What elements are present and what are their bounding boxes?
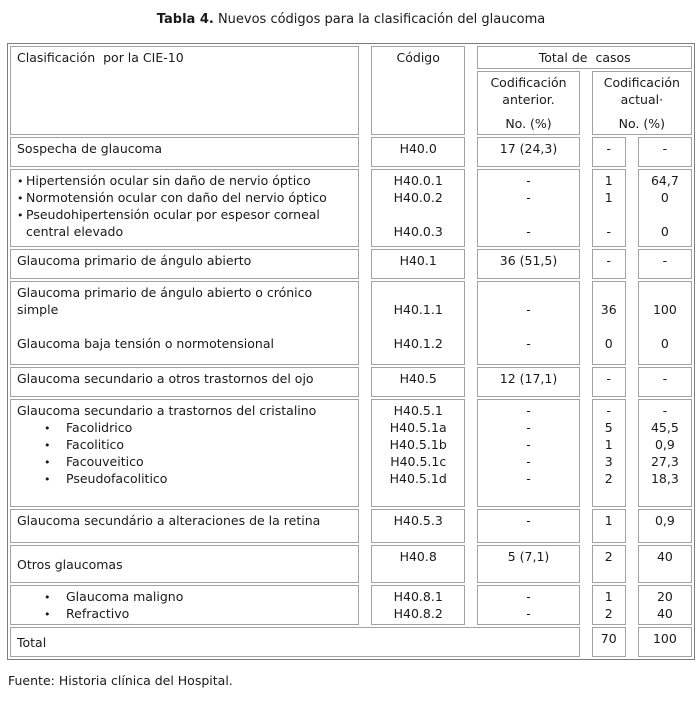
column-gap: [361, 46, 369, 135]
cell-current-no: -: [592, 367, 626, 397]
cell-previous: - -: [477, 281, 579, 365]
table-row-h400-subtypes: [10, 169, 692, 247]
cell-classification: Glaucoma secundário a alteraciones de la retina: [10, 509, 359, 543]
cell-current-no: 1: [592, 509, 626, 543]
cell-code: H40.8.1 H40.8.2: [371, 585, 465, 625]
cell-previous: 5 (7,1): [477, 545, 579, 583]
cell-previous: 12 (17,1): [477, 367, 579, 397]
table-row-h405: [10, 367, 692, 397]
cell-classification: Glaucoma primario de ángulo abierto: [10, 249, 359, 279]
cell-code: H40.5.1 H40.5.1a H40.5.1b H40.5.1c H40.5.1d: [371, 399, 465, 507]
column-gap: [582, 71, 590, 135]
cell-classification: Otros glaucomas: [10, 545, 359, 583]
cell-current-no: -: [592, 137, 626, 167]
table-row-h405-subtypes: [10, 399, 692, 507]
cell-total-no: 70: [592, 627, 626, 657]
cell-code: H40.0.1 H40.0.2 H40.0.3: [371, 169, 465, 247]
table-row-h401: [10, 249, 692, 279]
cell-current-no: 36 0: [592, 281, 626, 365]
cell-previous: - - -: [477, 169, 579, 247]
table-row-h401-subtypes: [10, 281, 692, 365]
table-row-total: [10, 627, 692, 657]
cell-classification: Glaucoma secundario a otros trastornos del ojo: [10, 367, 359, 397]
cell-current-pct: 0,9: [638, 509, 692, 543]
cell-current-no: -: [592, 249, 626, 279]
cell-classification: Sospecha de glaucoma: [10, 137, 359, 167]
table-title-text: Nuevos códigos para la clasificación del glaucoma: [213, 12, 546, 27]
cell-current-pct: -: [638, 249, 692, 279]
cell-current-pct: -: [638, 137, 692, 167]
cell-current-pct: -: [638, 367, 692, 397]
current-coding-metric: No. (%): [618, 116, 666, 131]
cell-previous: - - - - -: [477, 399, 579, 507]
cell-classification: • Glaucoma maligno • Refractivo: [10, 585, 359, 625]
table-row-h4053: [10, 509, 692, 543]
source-note: Fuente: Historia clínica del Hospital.: [8, 673, 233, 688]
cell-code: H40.1.1 H40.1.2: [371, 281, 465, 365]
cell-current-pct: 40: [638, 545, 692, 583]
header-row-1: [10, 46, 692, 69]
cell-code: H40.1: [371, 249, 465, 279]
cell-total-pct: 100: [638, 627, 692, 657]
cell-code: H40.0: [371, 137, 465, 167]
table-title-label: Tabla 4.: [156, 12, 214, 27]
cell-previous: - -: [477, 585, 579, 625]
table-title: [7, 12, 695, 27]
column-header-previous-coding: [477, 71, 579, 135]
column-header-classification: Clasificación por la CIE-10: [10, 46, 359, 135]
cell-total-label: Total: [10, 627, 580, 657]
cell-current-no: 1 1 -: [592, 169, 626, 247]
cell-previous: 17 (24,3): [477, 137, 579, 167]
current-coding-label: Codificación actual·: [603, 75, 680, 107]
cell-current-pct: 100 0: [638, 281, 692, 365]
cell-current-pct: 20 40: [638, 585, 692, 625]
table-row-h408-subtypes: [10, 585, 692, 625]
column-gap: [467, 46, 475, 135]
cell-current-pct: 64,7 0 0: [638, 169, 692, 247]
cell-previous: -: [477, 509, 579, 543]
cell-code: H40.5: [371, 367, 465, 397]
column-header-current-coding: [592, 71, 692, 135]
table-row-h408: [10, 545, 692, 583]
cell-classification: • Hipertensión ocular sin daño de nervio óptico • Normotensión ocular con daño del nervio óptico • Pseudohipertensión ocular por espesor corneal central elevado: [10, 169, 359, 247]
cell-current-no: 1 2: [592, 585, 626, 625]
previous-coding-metric: No. (%): [505, 116, 552, 131]
column-header-total-cases: Total de casos: [477, 46, 692, 69]
cell-code: H40.5.3: [371, 509, 465, 543]
cell-current-no: 2: [592, 545, 626, 583]
column-header-code: Código: [371, 46, 465, 135]
cell-previous: 36 (51,5): [477, 249, 579, 279]
glaucoma-codes-table: [7, 43, 695, 660]
previous-coding-label: Codificación anterior.: [490, 75, 567, 107]
cell-classification: Glaucoma secundario a trastornos del cristalino • Facolidrico • Facolitico • Facouveitico • Pseudofacolitico: [10, 399, 359, 507]
cell-classification: Glaucoma primario de ángulo abierto o crónico simple Glaucoma baja tensión o normotensional: [10, 281, 359, 365]
cell-code: H40.8: [371, 545, 465, 583]
cell-current-pct: - 45,5 0,9 27,3 18,3: [638, 399, 692, 507]
cell-current-no: - 5 1 3 2: [592, 399, 626, 507]
table-row-sospecha: [10, 137, 692, 167]
